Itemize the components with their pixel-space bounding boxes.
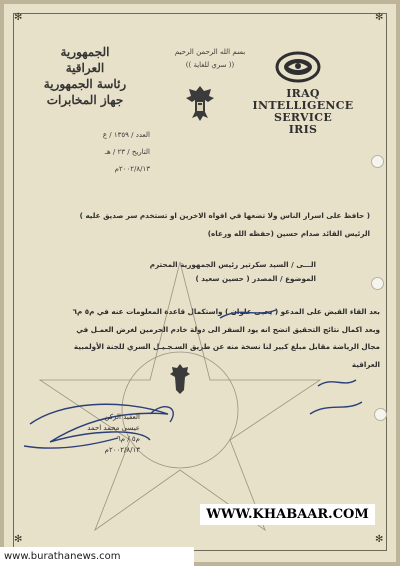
signature-date: ٢٠٠٢/٨/١٣م [104,446,140,454]
eagle-emblem-icon [183,82,217,124]
bismillah: بسم الله الرحمن الرحيم [174,48,246,56]
heading-line: الجمهورية العراقية [60,45,110,75]
footer-url: www.burathanews.com [0,547,194,566]
agency-line: INTELLIGENCE SERVICE [252,99,354,124]
corner-ornament-top-right: ✻ [375,12,384,23]
punch-hole [371,277,384,290]
heading-line: رئاسة الجمهورية [43,77,127,91]
watermark-website: WWW.KHABAAR.COM [200,504,375,525]
letter-body [16,303,380,373]
corner-ornament-bottom-left: ✻ [14,534,23,545]
punch-hole [374,408,387,421]
republic-heading [40,44,130,108]
body-line: بعد القاء القبض على المدعو ( يحيى علوان ) واستكمال قاعدة المعلومات عنه في م٥ م٦ [72,307,380,316]
corner-ornament-top-left: ✻ [14,12,23,23]
agency-name-english [228,88,378,136]
signatory-unit: م٥ / م٦ [116,435,140,443]
signatory-name: عيسى محمد احمد [87,424,140,432]
agency-line: IRAQ [286,87,320,100]
date-gregorian: ٢٠٠٢/٨/١٣م [114,165,150,173]
body-line: وبعد اكمال نتائج التحقيق اتضح انه يود السفر الى دولة خادم الحرمين لغرض العمـل في [76,324,380,334]
slogan-quote [30,207,370,243]
body-line: مجال الرياضة مقابل مبلغ كبير لنا نسخة منه عن طريق السـجـيـل السري للجنة الأولمبية [73,342,380,351]
classification-label: (( سري للغاية )) [185,61,235,69]
agency-line: IRIS [288,123,318,136]
slogan-attribution: الرئيس القائد صدام حسين (حفظه الله ورعاه) [207,229,370,238]
punch-hole [371,155,384,168]
addressee-line: الـــى / السيد سكرتير رئيس الجمهورية المحترم [149,260,316,269]
slogan-line: ( حافظ على اسرار الناس ولا تضعها في افواه الاخرين او تستخدم سر صديق عليه ) [79,211,370,220]
corner-ornament-bottom-right: ✻ [375,534,384,545]
signature-block [40,412,140,456]
signatory-title: العقيد الركن [104,413,140,421]
heading-line: جهاز المخابرات [46,93,124,107]
addressee-block [30,258,316,286]
date-hijri: التاريخ / ٢٣ / هـ [104,148,150,156]
iis-logo-icon [274,50,322,84]
body-line: العراقية [351,359,380,369]
subject-line: الموضوع / المصدر ( حسين سعيد ) [195,274,316,283]
document-number: العدد / ١٣٥٩ / ع [102,131,150,139]
